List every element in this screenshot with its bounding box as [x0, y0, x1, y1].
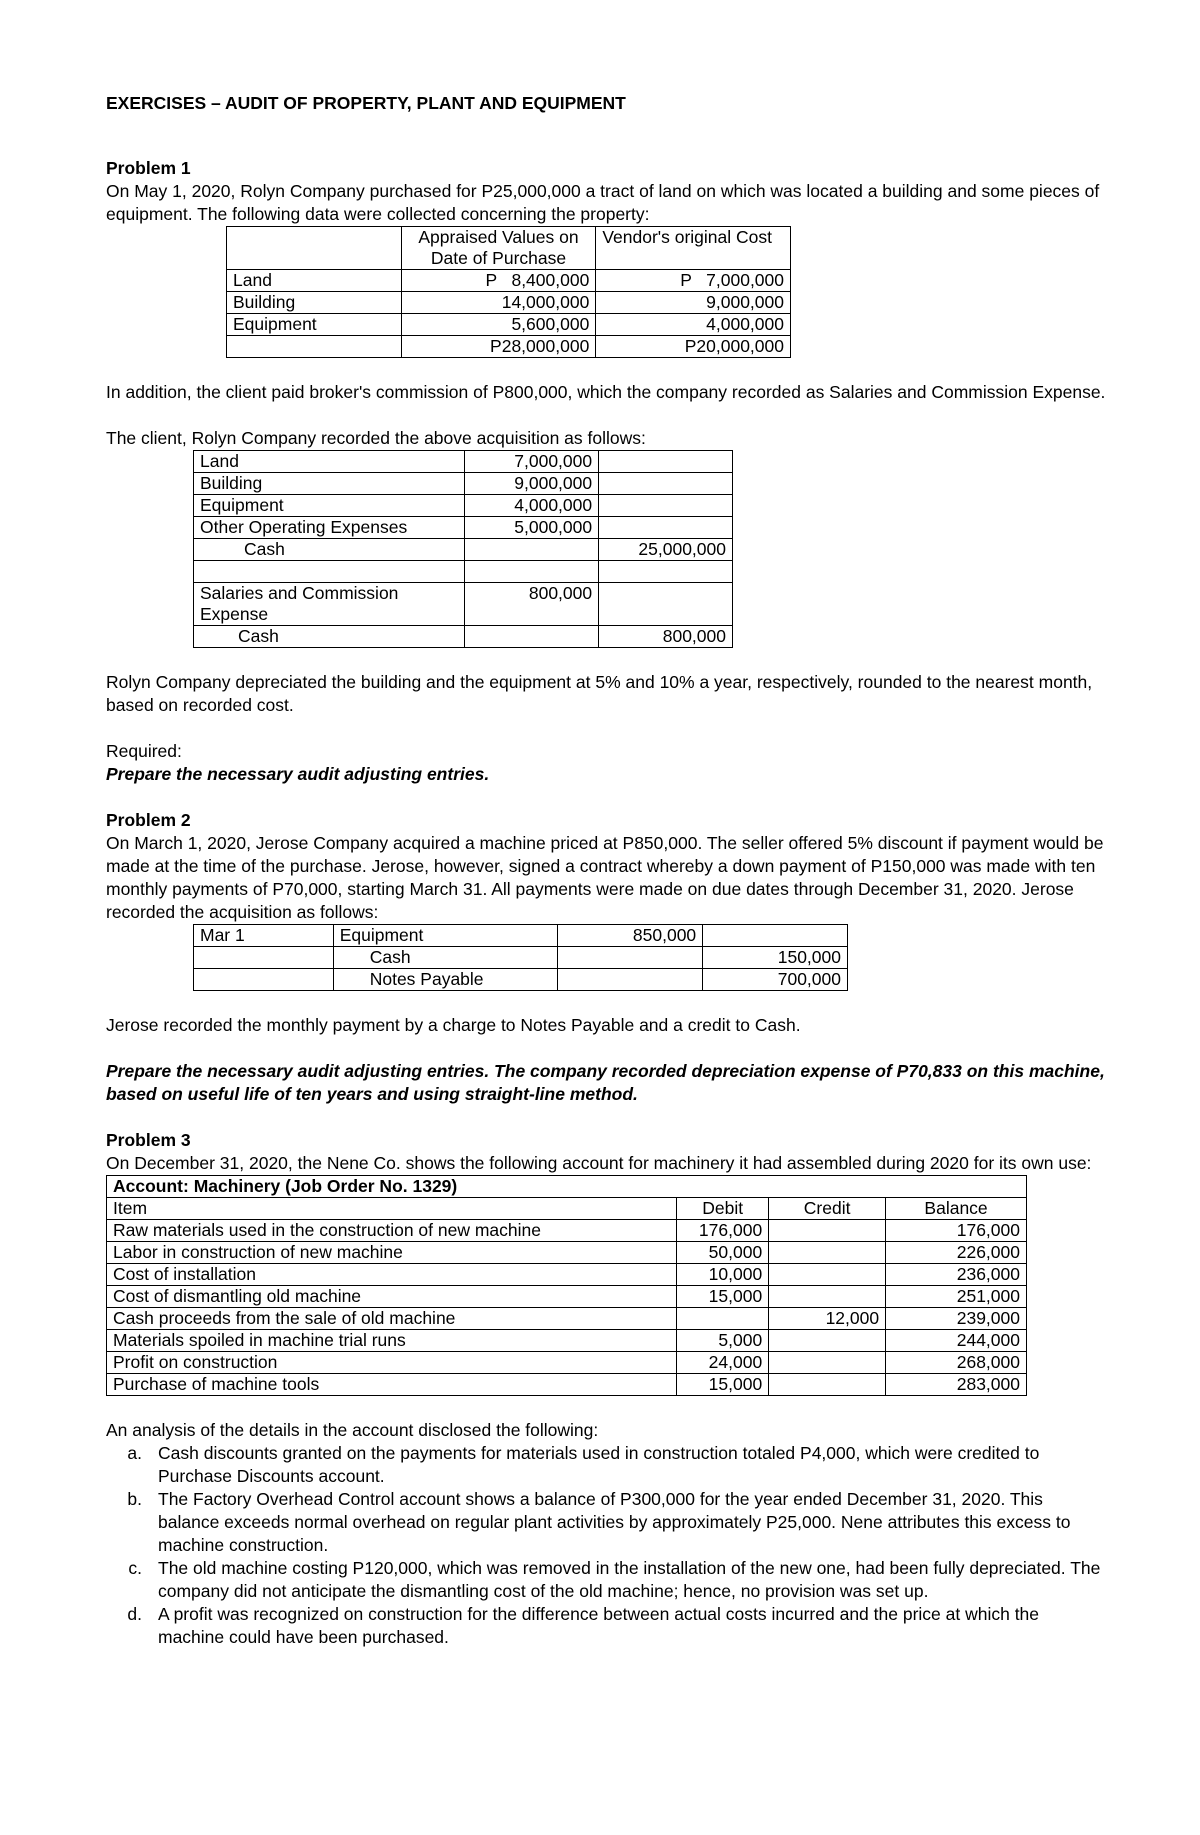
table-row: [194, 947, 848, 969]
table-cell: Materials spoiled in machine trial runs: [107, 1330, 677, 1352]
table-cell: [769, 1264, 886, 1286]
list-text: Cash discounts granted on the payments for materials used in construction totaled P4,000, which were credited to Purchase Discounts account.: [158, 1443, 1040, 1486]
table-row: [107, 1330, 1027, 1352]
column-header: Item: [107, 1198, 677, 1220]
table-row: [227, 292, 791, 314]
table-cell: 283,000: [886, 1374, 1027, 1396]
table-cell: Notes Payable: [333, 969, 558, 991]
recorded-paragraph: The client, Rolyn Company recorded the above acquisition as follows:: [106, 428, 646, 448]
table-cell: Labor in construction of new machine: [107, 1242, 677, 1264]
table-cell: Purchase of machine tools: [107, 1374, 677, 1396]
machinery-account-table: [106, 1175, 1027, 1396]
commission-paragraph: In addition, the client paid broker's commission of P800,000, which the company recorded as Salaries and Commission Expense.: [106, 382, 1106, 402]
table-cell: [465, 561, 599, 583]
table-row: [107, 1198, 1027, 1220]
table-cell: 850,000: [558, 925, 703, 947]
table-row: [194, 925, 848, 947]
required-label: Required:: [106, 741, 182, 761]
column-header: Balance: [886, 1198, 1027, 1220]
table-cell: 4,000,000: [596, 314, 791, 336]
table-row: [194, 495, 733, 517]
analysis-list: [106, 1442, 1106, 1649]
table-cell: 10,000: [677, 1264, 769, 1286]
table-cell: 800,000: [465, 583, 599, 626]
table-cell: Mar 1: [194, 925, 334, 947]
table-row: [194, 451, 733, 473]
problem-3-heading: Problem 3: [106, 1130, 191, 1150]
account-title: Account: Machinery (Job Order No. 1329): [107, 1176, 1027, 1198]
table-cell: 244,000: [886, 1330, 1027, 1352]
table-row: [227, 336, 791, 358]
list-item: [106, 1442, 1106, 1488]
table-cell: Land: [194, 451, 465, 473]
table-cell: 251,000: [886, 1286, 1027, 1308]
table-cell: 15,000: [677, 1374, 769, 1396]
problem-2-heading: Problem 2: [106, 810, 191, 830]
appraised-header: Appraised Values on Date of Purchase: [401, 227, 596, 270]
problem-1-heading: Problem 1: [106, 158, 191, 178]
table-row: [194, 969, 848, 991]
table-row: [227, 270, 791, 292]
table-row: [194, 473, 733, 495]
table-cell: P28,000,000: [401, 336, 596, 358]
table-cell: [194, 947, 334, 969]
table-cell: Building: [194, 473, 465, 495]
table-cell: [677, 1308, 769, 1330]
problem-2-instruction: Prepare the necessary audit adjusting entries. The company recorded depreciation expense of P70,833 on this machine, based on useful life of ten years and using straight-line method.: [106, 1061, 1105, 1104]
table-cell: Profit on construction: [107, 1352, 677, 1374]
table-cell: 800,000: [599, 626, 733, 648]
table-row: [227, 227, 791, 270]
table-cell: [465, 626, 599, 648]
table-cell: 150,000: [703, 947, 848, 969]
table-row: [194, 517, 733, 539]
table-cell: P 7,000,000: [596, 270, 791, 292]
table-row: [107, 1264, 1027, 1286]
table-cell: 7,000,000: [465, 451, 599, 473]
table-cell: 9,000,000: [465, 473, 599, 495]
table-cell: 236,000: [886, 1264, 1027, 1286]
table-cell: [769, 1242, 886, 1264]
list-item: [106, 1488, 1106, 1557]
table-cell: [599, 495, 733, 517]
jerose-entries-table: [193, 924, 848, 991]
table-cell: Cash: [194, 539, 465, 561]
table-cell: 5,600,000: [401, 314, 596, 336]
table-cell: Cash proceeds from the sale of old machine: [107, 1308, 677, 1330]
appraisal-table: [226, 226, 791, 358]
table-cell: [769, 1286, 886, 1308]
table-cell: 24,000: [677, 1352, 769, 1374]
document-page: [106, 92, 1106, 1649]
table-row: [227, 314, 791, 336]
table-cell: 176,000: [886, 1220, 1027, 1242]
page-title: EXERCISES – AUDIT OF PROPERTY, PLANT AND EQUIPMENT: [106, 93, 626, 113]
depreciation-paragraph: Rolyn Company depreciated the building and the equipment at 5% and 10% a year, respectively, rounded to the nearest month, based on recorded cost.: [106, 672, 1093, 715]
table-cell: P20,000,000: [596, 336, 791, 358]
table-cell: Cash: [333, 947, 558, 969]
monthly-paragraph: Jerose recorded the monthly payment by a charge to Notes Payable and a credit to Cash.: [106, 1015, 801, 1035]
table-cell: [769, 1352, 886, 1374]
table-cell: 4,000,000: [465, 495, 599, 517]
table-row: [107, 1242, 1027, 1264]
table-cell: [703, 925, 848, 947]
list-item: [106, 1557, 1106, 1603]
table-cell: [465, 539, 599, 561]
table-cell: [227, 336, 402, 358]
table-row: [107, 1286, 1027, 1308]
list-text: A profit was recognized on construction for the difference between actual costs incurred and the price at which the machine could have been purchased.: [158, 1604, 1040, 1647]
table-cell: 15,000: [677, 1286, 769, 1308]
problem-1-intro: On May 1, 2020, Rolyn Company purchased for P25,000,000 a tract of land on which was located a building and some pieces of equipment. The following data were collected concerning the property:: [106, 181, 1100, 224]
table-cell: 5,000: [677, 1330, 769, 1352]
analysis-paragraph: An analysis of the details in the account disclosed the following:: [106, 1420, 599, 1440]
table-cell: Equipment: [194, 495, 465, 517]
table-cell: [194, 969, 334, 991]
list-item: [106, 1603, 1106, 1649]
table-row: [194, 583, 733, 626]
table-cell: 226,000: [886, 1242, 1027, 1264]
list-marker: c.: [128, 1558, 142, 1578]
table-row: [107, 1220, 1027, 1242]
table-cell: Raw materials used in the construction of new machine: [107, 1220, 677, 1242]
table-cell: P 8,400,000: [401, 270, 596, 292]
table-cell: 9,000,000: [596, 292, 791, 314]
table-cell: 176,000: [677, 1220, 769, 1242]
table-cell: [599, 451, 733, 473]
table-cell: Cost of installation: [107, 1264, 677, 1286]
table-cell: [599, 583, 733, 626]
list-text: The old machine costing P120,000, which was removed in the installation of the new one, had been fully depreciated. The company did not anticipate the dismantling cost of the old machine; hence, no provision was set up.: [158, 1558, 1101, 1601]
table-cell: Equipment: [333, 925, 558, 947]
list-text: The Factory Overhead Control account shows a balance of P300,000 for the year ended December 31, 2020. This balance exceeds normal overhead on regular plant activities by approximately P25,000. Nene attributes this excess to machine construction.: [158, 1489, 1071, 1555]
table-cell: 50,000: [677, 1242, 769, 1264]
table-cell: 5,000,000: [465, 517, 599, 539]
table-cell: 14,000,000: [401, 292, 596, 314]
table-cell: 12,000: [769, 1308, 886, 1330]
table-cell: 239,000: [886, 1308, 1027, 1330]
table-cell: [769, 1220, 886, 1242]
table-cell: [599, 561, 733, 583]
table-row: [107, 1374, 1027, 1396]
table-cell: Salaries and Commission Expense: [194, 583, 465, 626]
table-row: [107, 1176, 1027, 1198]
cost-header: Vendor's original Cost: [596, 227, 791, 270]
table-row: [194, 626, 733, 648]
table-cell: [558, 969, 703, 991]
table-cell: Land: [227, 270, 402, 292]
problem-3-intro: On December 31, 2020, the Nene Co. shows the following account for machinery it had assembled during 2020 for its own use:: [106, 1153, 1092, 1173]
table-cell: [769, 1330, 886, 1352]
list-marker: b.: [127, 1489, 142, 1509]
table-cell: Other Operating Expenses: [194, 517, 465, 539]
journal-entries-table: [193, 450, 733, 648]
column-header: Credit: [769, 1198, 886, 1220]
list-marker: d.: [127, 1604, 142, 1624]
table-cell: 268,000: [886, 1352, 1027, 1374]
column-header: Debit: [677, 1198, 769, 1220]
table-row: [107, 1308, 1027, 1330]
list-marker: a.: [127, 1443, 142, 1463]
table-cell: Cash: [194, 626, 465, 648]
table-cell: [194, 561, 465, 583]
table-row: [194, 561, 733, 583]
table-cell: 25,000,000: [599, 539, 733, 561]
table-cell: [599, 517, 733, 539]
problem-2-intro: On March 1, 2020, Jerose Company acquired a machine priced at P850,000. The seller offered 5% discount if payment would be made at the time of the purchase. Jerose, however, signed a contract whereby a down payment of P150,000 was made with ten monthly payments of P70,000, starting March 31. All payments were made on due dates through December 31, 2020. Jerose recorded the acquisition as follows:: [106, 833, 1104, 922]
table-cell: 700,000: [703, 969, 848, 991]
problem-1-instruction: Prepare the necessary audit adjusting entries.: [106, 764, 490, 784]
table-row: [107, 1352, 1027, 1374]
table-cell: Cost of dismantling old machine: [107, 1286, 677, 1308]
table-cell: [769, 1374, 886, 1396]
table-cell: Equipment: [227, 314, 402, 336]
table-row: [194, 539, 733, 561]
table-cell: Building: [227, 292, 402, 314]
table-cell: [558, 947, 703, 969]
table-cell: [599, 473, 733, 495]
